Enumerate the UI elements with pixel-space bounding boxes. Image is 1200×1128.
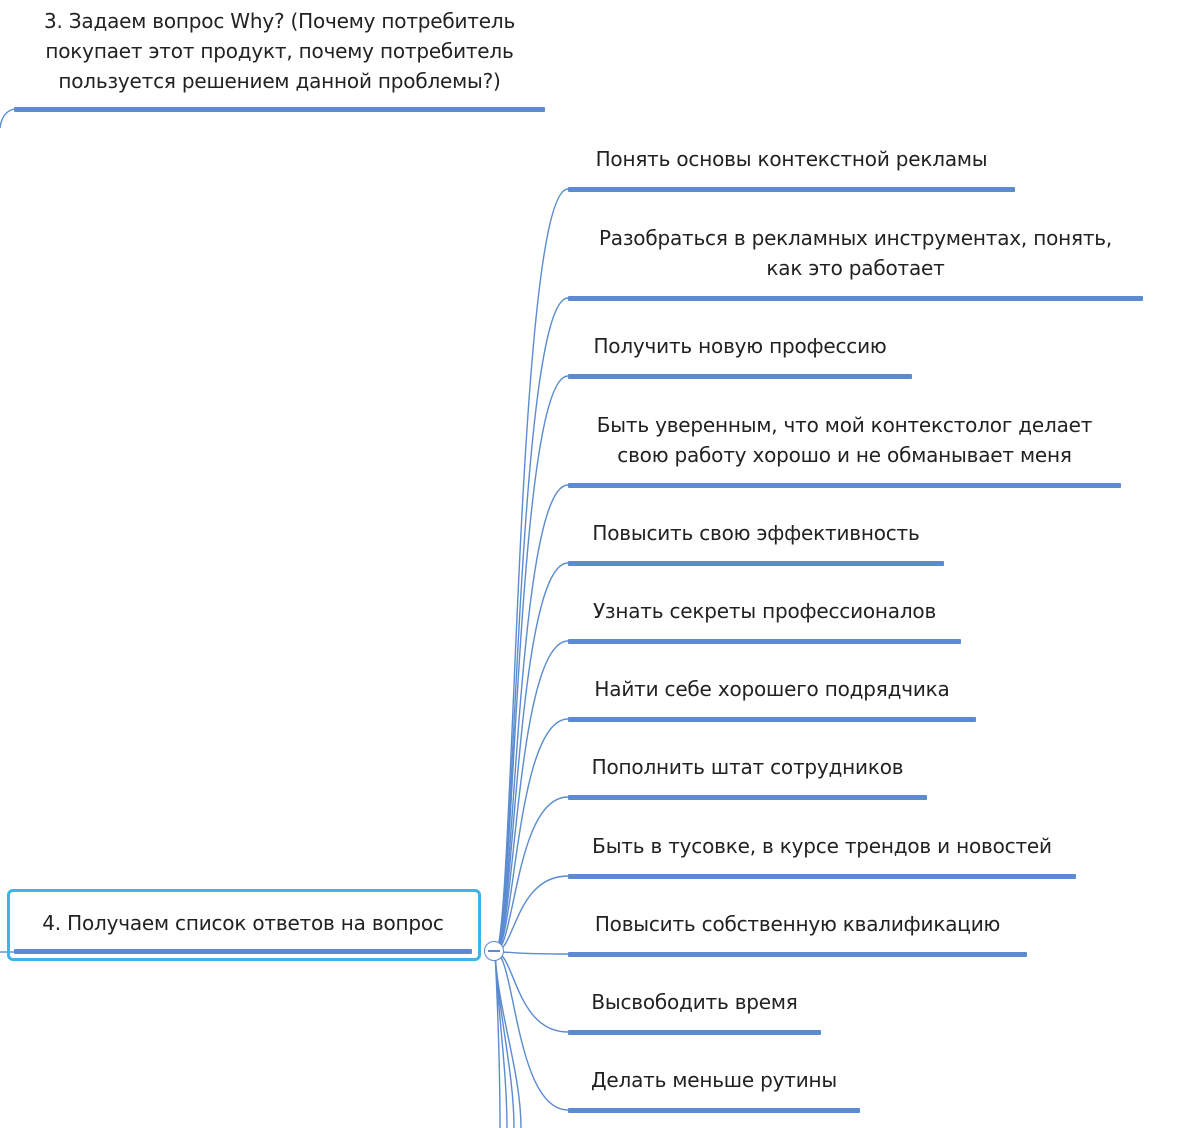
subtopic-underline: [568, 874, 1076, 879]
subtopic-underline: [568, 717, 976, 722]
parent-topic-underline: [14, 107, 545, 112]
current-topic-underline: [14, 949, 472, 954]
parent-topic-label: 3. Задаем вопрос Why? (Почему потребитель покупает этот продукт, почему потребитель пользуется решением данной проблемы?): [43, 9, 516, 93]
current-topic-label: 4. Получаем список ответов на вопрос: [42, 911, 444, 935]
subtopic-underline: [568, 1030, 821, 1035]
subtopic-underline: [568, 1108, 860, 1113]
subtopic-label: Разобраться в рекламных инструментах, понять, как это работает: [598, 226, 1113, 280]
subtopic-label: Повысить свою эффективность: [592, 521, 920, 545]
subtopic-underline: [568, 374, 912, 379]
subtopic-label: Найти себе хорошего подрядчика: [594, 677, 950, 701]
subtopic-label: Пополнить штат сотрудников: [591, 755, 904, 779]
subtopic-label: Делать меньше рутины: [590, 1068, 838, 1092]
subtopic-underline: [568, 639, 961, 644]
subtopic-label: Быть в тусовке, в курсе трендов и новостей: [592, 834, 1052, 858]
branch-line: [495, 952, 568, 1032]
subtopic-label: Узнать секреты профессионалов: [592, 599, 937, 623]
branch-line: [495, 189, 568, 952]
subtopic-label: Получить новую профессию: [593, 334, 887, 358]
subtopic-underline: [568, 952, 1027, 957]
branch-line: [495, 952, 568, 954]
parent-connector: [0, 109, 14, 128]
subtopic-label: Высвободить время: [591, 990, 798, 1014]
subtopic-underline: [568, 795, 927, 800]
subtopic-label: Быть уверенным, что мой контекстолог делает свою работу хорошо и не обманывает меня: [596, 413, 1093, 467]
subtopic-underline: [568, 483, 1121, 488]
subtopic-label: Понять основы контекстной рекламы: [595, 147, 988, 171]
subtopic-underline: [568, 296, 1143, 301]
subtopic-underline: [568, 187, 1015, 192]
subtopic-label: Повысить собственную квалификацию: [594, 912, 1001, 936]
minus-circle-icon[interactable]: [484, 941, 504, 961]
subtopic-underline: [568, 561, 944, 566]
